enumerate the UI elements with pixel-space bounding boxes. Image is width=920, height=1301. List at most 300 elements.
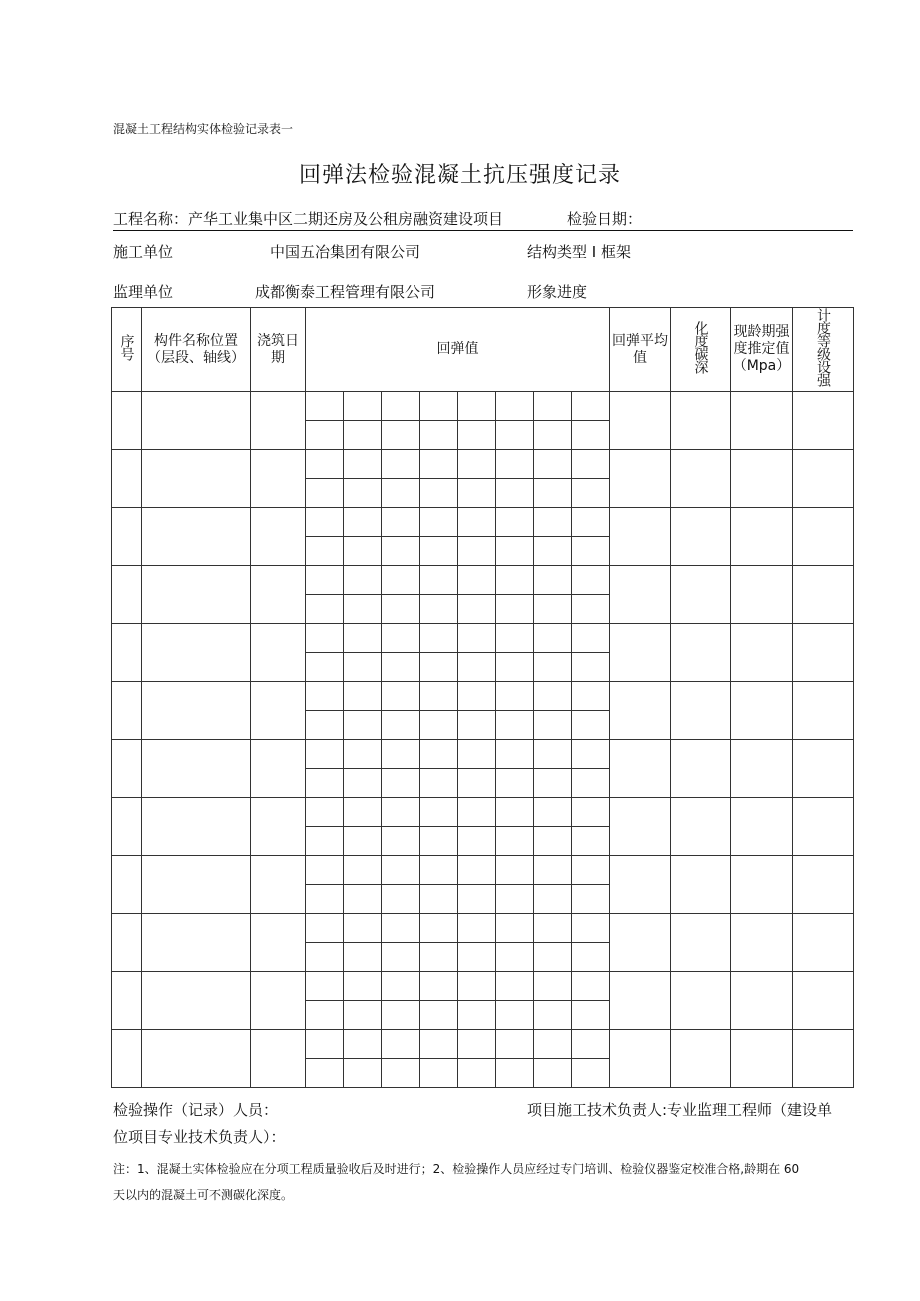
rebound-value-cell[interactable] bbox=[534, 856, 572, 885]
rebound-value-cell[interactable] bbox=[306, 769, 344, 798]
rebound-value-cell[interactable] bbox=[496, 1001, 534, 1030]
rebound-value-cell[interactable] bbox=[534, 653, 572, 682]
rebound-value-cell[interactable] bbox=[572, 479, 610, 508]
strength-estimate-cell[interactable] bbox=[731, 450, 793, 508]
rebound-value-cell[interactable] bbox=[458, 1030, 496, 1059]
header-strength-grade: 计度等级设强 bbox=[793, 308, 854, 392]
rebound-value-cell[interactable] bbox=[458, 1059, 496, 1088]
member-location-cell[interactable] bbox=[142, 740, 251, 798]
carbonation-depth-cell[interactable] bbox=[671, 972, 731, 1030]
rebound-value-cell[interactable] bbox=[344, 421, 382, 450]
rebound-value-cell[interactable] bbox=[382, 856, 420, 885]
rebound-value-cell[interactable] bbox=[458, 508, 496, 537]
rebound-value-cell[interactable] bbox=[420, 1030, 458, 1059]
rebound-value-cell[interactable] bbox=[534, 479, 572, 508]
pour-date-cell[interactable] bbox=[251, 740, 306, 798]
rebound-value-cell[interactable] bbox=[496, 595, 534, 624]
rebound-value-cell[interactable] bbox=[382, 711, 420, 740]
carbonation-depth-cell[interactable] bbox=[671, 1030, 731, 1088]
rebound-value-cell[interactable] bbox=[306, 479, 344, 508]
rebound-average-cell[interactable] bbox=[610, 392, 671, 450]
rebound-value-cell[interactable] bbox=[344, 537, 382, 566]
rebound-value-cell[interactable] bbox=[496, 682, 534, 711]
strength-grade-cell[interactable] bbox=[793, 682, 854, 740]
rebound-value-cell[interactable] bbox=[496, 392, 534, 421]
rebound-value-cell[interactable] bbox=[420, 1001, 458, 1030]
rebound-value-cell[interactable] bbox=[458, 769, 496, 798]
member-location-cell[interactable] bbox=[142, 856, 251, 914]
rebound-value-cell[interactable] bbox=[458, 595, 496, 624]
rebound-value-cell[interactable] bbox=[306, 508, 344, 537]
rebound-value-cell[interactable] bbox=[344, 392, 382, 421]
rebound-value-cell[interactable] bbox=[458, 740, 496, 769]
rebound-value-cell[interactable] bbox=[382, 972, 420, 1001]
header-rebound-average: 回弹平均值 bbox=[610, 308, 671, 392]
rebound-value-cell[interactable] bbox=[572, 392, 610, 421]
strength-estimate-cell[interactable] bbox=[731, 508, 793, 566]
serial-cell[interactable] bbox=[112, 914, 142, 972]
rebound-value-cell[interactable] bbox=[344, 624, 382, 653]
pour-date-cell[interactable] bbox=[251, 392, 306, 450]
rebound-value-cell[interactable] bbox=[306, 450, 344, 479]
rebound-value-cell[interactable] bbox=[496, 450, 534, 479]
rebound-value-cell[interactable] bbox=[496, 914, 534, 943]
rebound-value-cell[interactable] bbox=[382, 566, 420, 595]
strength-estimate-cell[interactable] bbox=[731, 392, 793, 450]
rebound-average-cell[interactable] bbox=[610, 1030, 671, 1088]
carbonation-depth-cell[interactable] bbox=[671, 508, 731, 566]
rebound-value-cell[interactable] bbox=[306, 798, 344, 827]
rebound-average-cell[interactable] bbox=[610, 856, 671, 914]
rebound-value-cell[interactable] bbox=[572, 914, 610, 943]
rebound-value-cell[interactable] bbox=[534, 885, 572, 914]
strength-grade-cell[interactable] bbox=[793, 798, 854, 856]
rebound-value-cell[interactable] bbox=[496, 566, 534, 595]
rebound-value-cell[interactable] bbox=[382, 624, 420, 653]
rebound-record-table bbox=[111, 307, 854, 1088]
rebound-value-cell[interactable] bbox=[534, 740, 572, 769]
rebound-value-cell[interactable] bbox=[458, 885, 496, 914]
rebound-value-cell[interactable] bbox=[382, 537, 420, 566]
rebound-value-cell[interactable] bbox=[420, 972, 458, 1001]
rebound-value-cell[interactable] bbox=[534, 566, 572, 595]
rebound-value-cell[interactable] bbox=[534, 421, 572, 450]
pour-date-cell[interactable] bbox=[251, 856, 306, 914]
member-location-cell[interactable] bbox=[142, 392, 251, 450]
rebound-value-cell[interactable] bbox=[344, 914, 382, 943]
pour-date-cell[interactable] bbox=[251, 914, 306, 972]
rebound-value-cell[interactable] bbox=[306, 682, 344, 711]
rebound-value-cell[interactable] bbox=[572, 421, 610, 450]
rebound-value-cell[interactable] bbox=[420, 624, 458, 653]
rebound-average-cell[interactable] bbox=[610, 798, 671, 856]
rebound-value-cell[interactable] bbox=[534, 624, 572, 653]
member-location-cell[interactable] bbox=[142, 682, 251, 740]
rebound-value-cell[interactable] bbox=[306, 537, 344, 566]
rebound-value-cell[interactable] bbox=[496, 1030, 534, 1059]
carbonation-depth-cell[interactable] bbox=[671, 624, 731, 682]
rebound-value-cell[interactable] bbox=[306, 740, 344, 769]
rebound-value-cell[interactable] bbox=[382, 392, 420, 421]
strength-grade-cell[interactable] bbox=[793, 914, 854, 972]
rebound-value-cell[interactable] bbox=[306, 1001, 344, 1030]
rebound-value-cell[interactable] bbox=[382, 769, 420, 798]
rebound-value-cell[interactable] bbox=[382, 653, 420, 682]
rebound-average-cell[interactable] bbox=[610, 450, 671, 508]
rebound-value-cell[interactable] bbox=[306, 624, 344, 653]
strength-grade-cell[interactable] bbox=[793, 566, 854, 624]
rebound-value-cell[interactable] bbox=[534, 914, 572, 943]
rebound-value-cell[interactable] bbox=[496, 653, 534, 682]
rebound-value-cell[interactable] bbox=[382, 479, 420, 508]
note-line-1: 注：1、混凝土实体检验应在分项工程质量验收后及时进行；2、检验操作人员应经过专门培训、检验仪器鉴定校准合格,龄期在 60 bbox=[113, 1162, 800, 1176]
rebound-value-cell[interactable] bbox=[382, 450, 420, 479]
rebound-value-cell[interactable] bbox=[344, 682, 382, 711]
member-location-cell[interactable] bbox=[142, 914, 251, 972]
rebound-value-cell[interactable] bbox=[420, 479, 458, 508]
rebound-value-cell[interactable] bbox=[496, 769, 534, 798]
table-row bbox=[112, 450, 854, 479]
table-row bbox=[112, 914, 854, 943]
rebound-value-cell[interactable] bbox=[306, 885, 344, 914]
rebound-value-cell[interactable] bbox=[420, 943, 458, 972]
rebound-value-cell[interactable] bbox=[344, 508, 382, 537]
operator-signature-label: 检验操作（记录）人员： bbox=[113, 1101, 279, 1119]
rebound-value-cell[interactable] bbox=[306, 1059, 344, 1088]
rebound-value-cell[interactable] bbox=[420, 421, 458, 450]
strength-grade-cell[interactable] bbox=[793, 392, 854, 450]
pour-date-cell[interactable] bbox=[251, 566, 306, 624]
serial-cell[interactable] bbox=[112, 856, 142, 914]
rebound-value-cell[interactable] bbox=[496, 972, 534, 1001]
rebound-value-cell[interactable] bbox=[344, 479, 382, 508]
rebound-value-cell[interactable] bbox=[420, 740, 458, 769]
rebound-value-cell[interactable] bbox=[420, 508, 458, 537]
rebound-value-cell[interactable] bbox=[458, 972, 496, 1001]
rebound-value-cell[interactable] bbox=[420, 827, 458, 856]
carbonation-depth-cell[interactable] bbox=[671, 450, 731, 508]
pour-date-cell[interactable] bbox=[251, 682, 306, 740]
rebound-value-cell[interactable] bbox=[420, 856, 458, 885]
rebound-value-cell[interactable] bbox=[572, 972, 610, 1001]
rebound-value-cell[interactable] bbox=[344, 798, 382, 827]
rebound-value-cell[interactable] bbox=[344, 769, 382, 798]
serial-cell[interactable] bbox=[112, 624, 142, 682]
serial-cell[interactable] bbox=[112, 508, 142, 566]
rebound-value-cell[interactable] bbox=[382, 943, 420, 972]
strength-estimate-cell[interactable] bbox=[731, 1030, 793, 1088]
rebound-value-cell[interactable] bbox=[496, 479, 534, 508]
rebound-value-cell[interactable] bbox=[572, 508, 610, 537]
rebound-value-cell[interactable] bbox=[306, 914, 344, 943]
rebound-value-cell[interactable] bbox=[496, 711, 534, 740]
rebound-value-cell[interactable] bbox=[420, 914, 458, 943]
carbonation-depth-cell[interactable] bbox=[671, 856, 731, 914]
rebound-value-cell[interactable] bbox=[344, 856, 382, 885]
strength-estimate-cell[interactable] bbox=[731, 856, 793, 914]
member-location-cell[interactable] bbox=[142, 798, 251, 856]
rebound-value-cell[interactable] bbox=[496, 827, 534, 856]
rebound-value-cell[interactable] bbox=[458, 537, 496, 566]
rebound-value-cell[interactable] bbox=[306, 392, 344, 421]
rebound-average-cell[interactable] bbox=[610, 914, 671, 972]
carbonation-depth-cell[interactable] bbox=[671, 566, 731, 624]
rebound-value-cell[interactable] bbox=[420, 566, 458, 595]
rebound-value-cell[interactable] bbox=[344, 972, 382, 1001]
rebound-value-cell[interactable] bbox=[534, 450, 572, 479]
rebound-value-cell[interactable] bbox=[458, 566, 496, 595]
tech-lead-signature-label: 项目施工技术负责人:专业监理工程师（建设单 bbox=[527, 1101, 833, 1119]
rebound-value-cell[interactable] bbox=[534, 943, 572, 972]
rebound-value-cell[interactable] bbox=[420, 595, 458, 624]
rebound-value-cell[interactable] bbox=[496, 1059, 534, 1088]
rebound-value-cell[interactable] bbox=[382, 798, 420, 827]
rebound-value-cell[interactable] bbox=[306, 972, 344, 1001]
rebound-value-cell[interactable] bbox=[306, 421, 344, 450]
rebound-value-cell[interactable] bbox=[534, 1059, 572, 1088]
rebound-value-cell[interactable] bbox=[420, 682, 458, 711]
rebound-value-cell[interactable] bbox=[382, 508, 420, 537]
rebound-value-cell[interactable] bbox=[344, 653, 382, 682]
member-location-cell[interactable] bbox=[142, 972, 251, 1030]
pour-date-cell[interactable] bbox=[251, 508, 306, 566]
rebound-value-cell[interactable] bbox=[344, 1030, 382, 1059]
rebound-value-cell[interactable] bbox=[572, 566, 610, 595]
rebound-average-cell[interactable] bbox=[610, 740, 671, 798]
rebound-value-cell[interactable] bbox=[382, 1030, 420, 1059]
rebound-value-cell[interactable] bbox=[306, 566, 344, 595]
rebound-value-cell[interactable] bbox=[458, 914, 496, 943]
strength-estimate-cell[interactable] bbox=[731, 740, 793, 798]
rebound-value-cell[interactable] bbox=[572, 1030, 610, 1059]
member-location-cell[interactable] bbox=[142, 508, 251, 566]
rebound-value-cell[interactable] bbox=[534, 682, 572, 711]
rebound-value-cell[interactable] bbox=[572, 769, 610, 798]
strength-estimate-cell[interactable] bbox=[731, 624, 793, 682]
rebound-value-cell[interactable] bbox=[382, 740, 420, 769]
rebound-value-cell[interactable] bbox=[344, 885, 382, 914]
rebound-value-cell[interactable] bbox=[572, 711, 610, 740]
inspection-date-label: 检验日期： bbox=[567, 210, 643, 228]
rebound-value-cell[interactable] bbox=[458, 827, 496, 856]
rebound-value-cell[interactable] bbox=[306, 1030, 344, 1059]
serial-cell[interactable] bbox=[112, 566, 142, 624]
member-location-cell[interactable] bbox=[142, 450, 251, 508]
rebound-value-cell[interactable] bbox=[496, 537, 534, 566]
rebound-value-cell[interactable] bbox=[344, 595, 382, 624]
rebound-value-cell[interactable] bbox=[534, 392, 572, 421]
rebound-value-cell[interactable] bbox=[572, 740, 610, 769]
pour-date-cell[interactable] bbox=[251, 972, 306, 1030]
strength-grade-cell[interactable] bbox=[793, 450, 854, 508]
rebound-value-cell[interactable] bbox=[496, 798, 534, 827]
rebound-value-cell[interactable] bbox=[572, 537, 610, 566]
strength-grade-cell[interactable] bbox=[793, 624, 854, 682]
rebound-value-cell[interactable] bbox=[344, 566, 382, 595]
pour-date-cell[interactable] bbox=[251, 798, 306, 856]
rebound-value-cell[interactable] bbox=[458, 653, 496, 682]
rebound-value-cell[interactable] bbox=[534, 769, 572, 798]
rebound-value-cell[interactable] bbox=[572, 682, 610, 711]
rebound-value-cell[interactable] bbox=[496, 421, 534, 450]
serial-cell[interactable] bbox=[112, 682, 142, 740]
strength-grade-cell[interactable] bbox=[793, 972, 854, 1030]
rebound-value-cell[interactable] bbox=[572, 943, 610, 972]
rebound-value-cell[interactable] bbox=[382, 1059, 420, 1088]
serial-cell[interactable] bbox=[112, 798, 142, 856]
table-row bbox=[112, 856, 854, 885]
rebound-value-cell[interactable] bbox=[534, 595, 572, 624]
rebound-value-cell[interactable] bbox=[344, 450, 382, 479]
strength-estimate-cell[interactable] bbox=[731, 682, 793, 740]
rebound-value-cell[interactable] bbox=[496, 856, 534, 885]
rebound-value-cell[interactable] bbox=[496, 740, 534, 769]
rebound-value-cell[interactable] bbox=[534, 508, 572, 537]
progress-label: 形象进度 bbox=[527, 283, 588, 301]
pour-date-cell[interactable] bbox=[251, 624, 306, 682]
rebound-value-cell[interactable] bbox=[458, 798, 496, 827]
carbonation-depth-cell[interactable] bbox=[671, 914, 731, 972]
page-title: 回弹法检验混凝土抗压强度记录 bbox=[298, 163, 621, 188]
rebound-value-cell[interactable] bbox=[420, 711, 458, 740]
member-location-cell[interactable] bbox=[142, 624, 251, 682]
supervision-unit-value: 成都衡泰工程管理有限公司 bbox=[255, 283, 436, 301]
rebound-value-cell[interactable] bbox=[344, 740, 382, 769]
rebound-value-cell[interactable] bbox=[496, 943, 534, 972]
member-location-cell[interactable] bbox=[142, 1030, 251, 1088]
pour-date-cell[interactable] bbox=[251, 450, 306, 508]
rebound-value-cell[interactable] bbox=[306, 827, 344, 856]
rebound-value-cell[interactable] bbox=[382, 827, 420, 856]
rebound-value-cell[interactable] bbox=[534, 1030, 572, 1059]
rebound-value-cell[interactable] bbox=[572, 450, 610, 479]
rebound-value-cell[interactable] bbox=[382, 914, 420, 943]
structure-type: 结构类型 I 框架 bbox=[527, 243, 631, 261]
strength-estimate-cell[interactable] bbox=[731, 972, 793, 1030]
rebound-value-cell[interactable] bbox=[420, 769, 458, 798]
rebound-value-cell[interactable] bbox=[382, 885, 420, 914]
serial-cell[interactable] bbox=[112, 392, 142, 450]
rebound-value-cell[interactable] bbox=[306, 943, 344, 972]
rebound-value-cell[interactable] bbox=[420, 537, 458, 566]
rebound-value-cell[interactable] bbox=[344, 711, 382, 740]
rebound-value-cell[interactable] bbox=[306, 595, 344, 624]
note-line-2: 天以内的混凝土可不测碳化深度。 bbox=[113, 1188, 294, 1202]
construction-unit-value: 中国五冶集团有限公司 bbox=[270, 243, 421, 261]
rebound-value-cell[interactable] bbox=[344, 1059, 382, 1088]
rebound-value-cell[interactable] bbox=[534, 537, 572, 566]
rebound-value-cell[interactable] bbox=[534, 827, 572, 856]
rebound-value-cell[interactable] bbox=[572, 798, 610, 827]
rebound-value-cell[interactable] bbox=[534, 798, 572, 827]
rebound-value-cell[interactable] bbox=[458, 943, 496, 972]
serial-cell[interactable] bbox=[112, 1030, 142, 1088]
rebound-value-cell[interactable] bbox=[572, 595, 610, 624]
rebound-value-cell[interactable] bbox=[420, 392, 458, 421]
rebound-value-cell[interactable] bbox=[496, 885, 534, 914]
rebound-value-cell[interactable] bbox=[572, 827, 610, 856]
rebound-value-cell[interactable] bbox=[458, 711, 496, 740]
rebound-average-cell[interactable] bbox=[610, 682, 671, 740]
rebound-value-cell[interactable] bbox=[420, 450, 458, 479]
strength-grade-cell[interactable] bbox=[793, 508, 854, 566]
rebound-value-cell[interactable] bbox=[572, 856, 610, 885]
strength-estimate-cell[interactable] bbox=[731, 566, 793, 624]
rebound-value-cell[interactable] bbox=[458, 479, 496, 508]
rebound-value-cell[interactable] bbox=[382, 595, 420, 624]
rebound-value-cell[interactable] bbox=[458, 1001, 496, 1030]
rebound-value-cell[interactable] bbox=[458, 624, 496, 653]
rebound-value-cell[interactable] bbox=[572, 624, 610, 653]
header-member-location: 构件名称位置（层段、轴线） bbox=[142, 308, 251, 392]
rebound-value-cell[interactable] bbox=[344, 827, 382, 856]
rebound-value-cell[interactable] bbox=[306, 856, 344, 885]
rebound-value-cell[interactable] bbox=[344, 1001, 382, 1030]
rebound-value-cell[interactable] bbox=[458, 450, 496, 479]
serial-cell[interactable] bbox=[112, 972, 142, 1030]
strength-grade-cell[interactable] bbox=[793, 856, 854, 914]
rebound-value-cell[interactable] bbox=[382, 682, 420, 711]
rebound-value-cell[interactable] bbox=[534, 972, 572, 1001]
rebound-average-cell[interactable] bbox=[610, 972, 671, 1030]
carbonation-depth-cell[interactable] bbox=[671, 392, 731, 450]
rebound-value-cell[interactable] bbox=[306, 711, 344, 740]
carbonation-depth-cell[interactable] bbox=[671, 682, 731, 740]
rebound-value-cell[interactable] bbox=[496, 624, 534, 653]
table-row bbox=[112, 624, 854, 653]
pour-date-cell[interactable] bbox=[251, 1030, 306, 1088]
rebound-value-cell[interactable] bbox=[420, 798, 458, 827]
strength-grade-cell[interactable] bbox=[793, 740, 854, 798]
form-label: 混凝土工程结构实体检验记录表一 bbox=[113, 122, 294, 136]
rebound-value-cell[interactable] bbox=[306, 653, 344, 682]
strength-grade-cell[interactable] bbox=[793, 1030, 854, 1088]
carbonation-depth-cell[interactable] bbox=[671, 740, 731, 798]
rebound-value-cell[interactable] bbox=[344, 943, 382, 972]
rebound-value-cell[interactable] bbox=[420, 885, 458, 914]
rebound-value-cell[interactable] bbox=[458, 856, 496, 885]
rebound-value-cell[interactable] bbox=[420, 1059, 458, 1088]
serial-cell[interactable] bbox=[112, 450, 142, 508]
serial-cell[interactable] bbox=[112, 740, 142, 798]
rebound-value-cell[interactable] bbox=[458, 682, 496, 711]
rebound-value-cell[interactable] bbox=[572, 1001, 610, 1030]
rebound-value-cell[interactable] bbox=[382, 1001, 420, 1030]
table-row bbox=[112, 740, 854, 769]
tech-lead-signature-continued: 位项目专业技术负责人）： bbox=[113, 1128, 286, 1146]
rebound-value-cell[interactable] bbox=[534, 1001, 572, 1030]
rebound-value-cell[interactable] bbox=[496, 508, 534, 537]
carbonation-depth-cell[interactable] bbox=[671, 798, 731, 856]
rebound-average-cell[interactable] bbox=[610, 566, 671, 624]
rebound-average-cell[interactable] bbox=[610, 508, 671, 566]
strength-estimate-cell[interactable] bbox=[731, 798, 793, 856]
header-strength-estimate: 现龄期强度推定值（Mpa） bbox=[731, 308, 793, 392]
member-location-cell[interactable] bbox=[142, 566, 251, 624]
rebound-value-cell[interactable] bbox=[572, 885, 610, 914]
rebound-value-cell[interactable] bbox=[572, 653, 610, 682]
table-row bbox=[112, 508, 854, 537]
strength-estimate-cell[interactable] bbox=[731, 914, 793, 972]
rebound-average-cell[interactable] bbox=[610, 624, 671, 682]
rebound-value-cell[interactable] bbox=[458, 421, 496, 450]
rebound-value-cell[interactable] bbox=[534, 711, 572, 740]
rebound-value-cell[interactable] bbox=[572, 1059, 610, 1088]
construction-unit-label: 施工单位 bbox=[113, 243, 174, 261]
rebound-value-cell[interactable] bbox=[382, 421, 420, 450]
rebound-value-cell[interactable] bbox=[420, 653, 458, 682]
rebound-value-cell[interactable] bbox=[458, 392, 496, 421]
